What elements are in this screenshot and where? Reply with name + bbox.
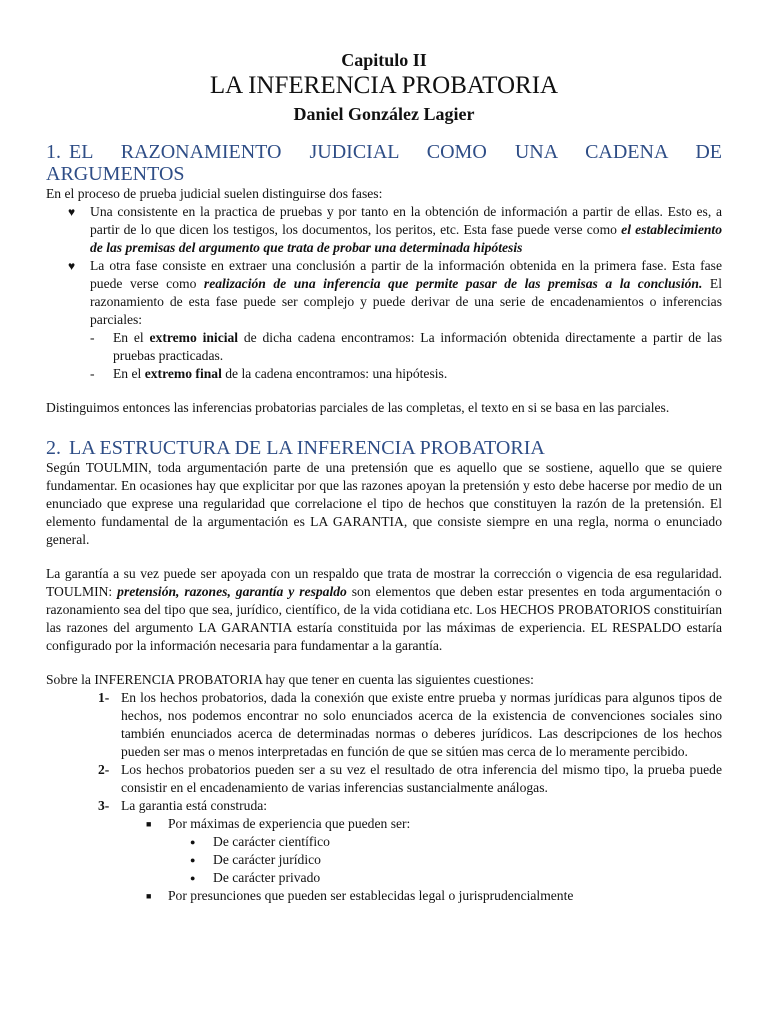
section2-heading — [46, 437, 722, 459]
list-item — [46, 329, 722, 365]
document-title: LA INFERENCIA PROBATORIA — [209, 72, 559, 99]
circle-bullet-icon: ● — [190, 855, 196, 865]
section2-paragraph-1: Según TOULMIN, toda argumentación parte de una pretensión que es aquello que se sostiene, aquello que se quiere fundamentar. En ocasiones hay que explicitar por que las razones apoyan la pretensión y esto debe hacerse por medio de un enunciado que exprese una regularidad que correlacione el tipo de hechos que constituyen la razón de la pretensión. El elemento fundamental de la argumentación es LA GARANTIA, que consiste siempre en una regla, norma o enunciado general. — [46, 460, 722, 547]
list-item — [46, 257, 722, 329]
circle-bullet-icon: ● — [190, 873, 196, 883]
bullet1-text: Una consistente en la practica de pruebas y por tanto en la obtención de información a partir de ellas. Esto es, a partir de lo que dicen los testigos, los documentos, los peritos, etc. Esta fase puede verse como — [90, 204, 722, 237]
circle-bullet-icon: ● — [190, 837, 196, 847]
dash-bullet-icon: - — [90, 366, 95, 381]
section2-paragraph-2 — [46, 565, 722, 655]
section2-paragraph-3: Sobre la INFERENCIA PROBATORIA hay que tener en cuenta las siguientes cuestiones: — [46, 672, 534, 687]
dash2-bold: extremo final — [144, 366, 222, 381]
bullet1-emphasis: el establecimiento de las premisas del argumento que trata de probar una determinada hipótesis — [90, 222, 722, 255]
list-item — [46, 797, 722, 815]
section2-number: 2. — [46, 437, 61, 459]
item-text: Los hechos probatorios pueden ser a su vez el resultado de otra inferencia del mismo tipo, la prueba puede consistir en el encadenamiento de varias inferencias sustancialmente análogas. — [121, 762, 722, 795]
bullet2-text-b: El razonamiento de esta fase puede ser complejo y puede derivar de una serie de encadenamientos o inferencias parciales: — [90, 276, 722, 327]
square-bullet-icon: ■ — [146, 819, 152, 829]
dash2-post: de la cadena encontramos: una hipótesis. — [221, 366, 448, 381]
section1-heading — [46, 141, 722, 185]
item-number: 1- — [98, 690, 110, 705]
list-item — [46, 887, 722, 905]
bullet2-emphasis: realización de una inferencia que permite pasar de las premisas a la conclusión. — [203, 276, 703, 291]
list-item — [46, 365, 722, 383]
item-number: 3- — [98, 798, 110, 813]
item-text: La garantia está construda: — [121, 798, 268, 813]
list-item — [46, 203, 722, 257]
para2-b: son elementos que deben estar presentes en toda argumentación o razonamiento sea del tipo que sea, jurídico, científico, de la vida cotidiana etc. Los HECHOS PROBATORIOS constituirían las razones del argumento LA GARANTIA estaría constituida por las máximas de experiencia. EL RESPALDO estaría configurado por la información necesaria para fundamentar a la garantía. — [46, 584, 722, 653]
dash1-pre: En el — [113, 330, 150, 345]
bullet2-text-a: La otra fase consiste en extraer una conclusión a partir de la información obtenida en la primera fase. Esta fase puede verse como — [90, 258, 722, 291]
section1-heading-text: EL RAZONAMIENTO JUDICIAL COMO UNA CADENA DE ARGUMENTOS — [46, 141, 722, 185]
section2-heading-text: LA ESTRUCTURA DE LA INFERENCIA PROBATORIA — [69, 437, 545, 459]
chapter-label: Capitulo II — [341, 50, 427, 70]
para2-emphasis: pretensión, razones, garantía y respaldo — [117, 584, 347, 599]
section1-number: 1. — [46, 141, 61, 163]
item-text: En los hechos probatorios, dada la conexión que existe entre prueba y normas jurídicas para algunos tipos de hechos, nos podemos encontrar no solo enunciados acerca de la existencia de convenciones sociales sino también enunciados acerca de determinadas normas o deberes jurídicos. Las descripciones de los hechos pueden ser mas o menos interpretadas en función de que se sitúen mas cerca de lo meramente percibido. — [121, 690, 722, 759]
numbered-list — [46, 689, 722, 905]
section1-intro: En el proceso de prueba judicial suelen distinguirse dos fases: — [46, 186, 383, 201]
list-item — [46, 869, 722, 887]
dash1-post: de dicha cadena encontramos: La información obtenida directamente a partir de las pruebas practicadas. — [113, 330, 722, 363]
dash2-pre: En el — [113, 366, 145, 381]
list-item — [46, 815, 722, 833]
sub1-item-text: De carácter científico — [213, 834, 330, 849]
section1-closing: Distinguimos entonces las inferencias probatorias parciales de las completas, el texto en si se basa en las parciales. — [46, 400, 670, 415]
sub2-text: Por presunciones que pueden ser establecidas legal o jurisprudencialmente — [168, 888, 574, 903]
heart-bullet-icon: ♥ — [68, 259, 76, 273]
dash1-bold: extremo inicial — [149, 330, 239, 345]
para2-a: La garantía a su vez puede ser apoyada con un respaldo que trata de mostrar la corrección o vigencia de esa regularidad. TOULMIN: — [46, 566, 722, 599]
heart-bullet-icon: ♥ — [68, 205, 76, 219]
sub1-item-text: De carácter privado — [213, 870, 321, 885]
list-item — [46, 833, 722, 851]
phase-list — [46, 203, 722, 383]
item-number: 2- — [98, 762, 110, 777]
sub1-item-text: De carácter jurídico — [213, 852, 321, 867]
list-item — [46, 851, 722, 869]
list-item — [46, 689, 722, 761]
list-item — [46, 761, 722, 797]
sub1-text: Por máximas de experiencia que pueden ser: — [168, 816, 411, 831]
square-bullet-icon: ■ — [146, 891, 152, 901]
author-name: Daniel González Lagier — [293, 104, 475, 124]
dash-bullet-icon: - — [90, 330, 95, 345]
